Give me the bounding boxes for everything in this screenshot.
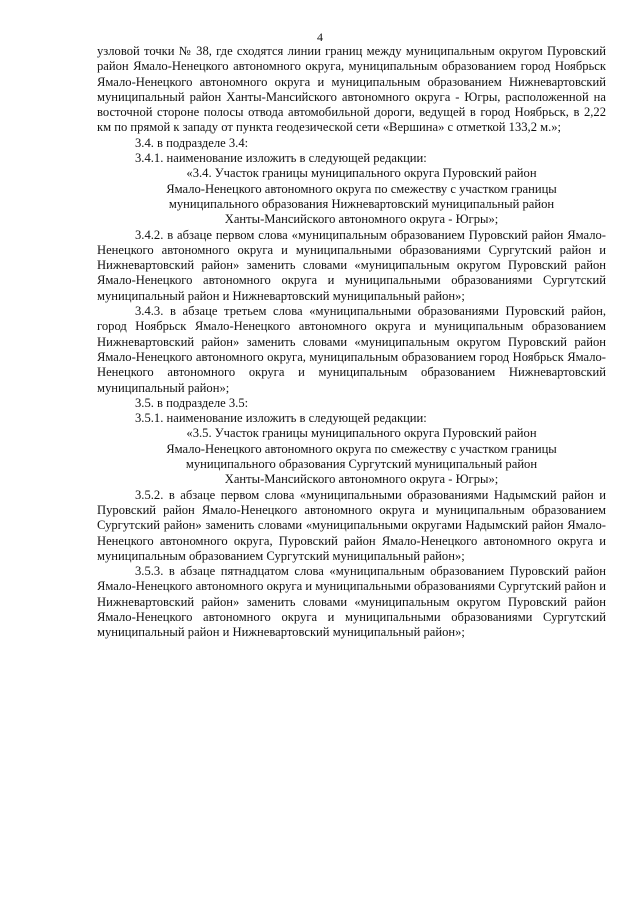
page-number: 4 xyxy=(317,30,323,44)
paragraph: 3.4.3. в абзаце третьем слова «муниципальными образованиями Пуровский район, город Ноябрьск Ямало-Ненецкого автономного округа и муниципальным образованием Нижневартовский район» заменить словами «муниципальным округом Пуровский район Ямало-Ненецкого автономного округа, муниципальным образованием город Ноябрьск Ямало-Ненецкого автономного округа и муниципальным образованием Нижневартовский муниципальный район»; xyxy=(97,304,606,395)
document-body xyxy=(97,44,606,641)
paragraph: 3.4. в подразделе 3.4: xyxy=(135,135,249,150)
heading-line: Ямало-Ненецкого автономного округа по смежеству с участком границы xyxy=(166,181,557,196)
heading-line: Ямало-Ненецкого автономного округа по смежеству с участком границы xyxy=(166,441,557,456)
paragraph: 3.5.1. наименование изложить в следующей редакции: xyxy=(135,411,427,426)
paragraph: 3.5.2. в абзаце первом слова «муниципальными образованиями Надымский район и Пуровский район Ямало-Ненецкого автономного округа и муниципальным образованием Сургутский район» заменить словами «муниципальными округами Надымский район Ямало-Ненецкого автономного округа, Пуровский район Ямало-Ненецкого автономного округа и муниципальным образованием Сургутский муниципальный район»; xyxy=(97,487,606,563)
paragraph: 3.5. в подразделе 3.5: xyxy=(135,395,249,410)
paragraph: 3.5.3. в абзаце пятнадцатом слова «муниципальным образованием Пуровский район Ямало-Ненецкого автономного округа и муниципальными образованиями Сургутский район и Нижневартовский район» заменить словами «муниципальным округом Пуровский район Ямало-Ненецкого автономного округа и муниципальными образованиями Сургутский муниципальный район и Нижневартовский муниципальный район»; xyxy=(97,564,606,640)
heading-line: «3.5. Участок границы муниципального округа Пуровский район xyxy=(186,426,537,441)
heading-line: муниципального образования Нижневартовский муниципальный район xyxy=(168,196,555,211)
section-heading xyxy=(97,426,606,487)
heading-line: Ханты-Мансийского автономного округа - Югры»; xyxy=(224,472,499,487)
heading-line: Ханты-Мансийского автономного округа - Югры»; xyxy=(224,212,499,227)
section-heading xyxy=(97,166,606,227)
paragraph: 3.4.2. в абзаце первом слова «муниципальным образованием Пуровский район Ямало-Ненецкого автономного округа и муниципальными образованиями Сургутский район и Нижневартовский район» заменить словами «муниципальным округом Пуровский район Ямало-Ненецкого автономного округа и муниципальными образованиями Сургутский муниципальный район и Нижневартовский муниципальный район»; xyxy=(97,227,606,303)
paragraph: узловой точки № 38, где сходятся линии границ между муниципальным округом Пуровский район Ямало-Ненецкого автономного округа, муниципальным образованием город Ноябрьск Ямало-Ненецкого автономного округа и муниципальным образованием Нижневартовский муниципальный район Ханты-Мансийского автономного округа - Югры, расположенной на восточной стороне полосы отвода автомобильной дороги, ведущей в город Ноябрьск, в 2,22 км по прямой к западу от пункта геодезической сети «Вершина» с отметкой 133,2 м.»; xyxy=(97,44,606,135)
heading-line: «3.4. Участок границы муниципального округа Пуровский район xyxy=(186,166,537,181)
paragraph: 3.4.1. наименование изложить в следующей редакции: xyxy=(135,151,427,166)
heading-line: муниципального образования Сургутский муниципальный район xyxy=(185,457,538,472)
